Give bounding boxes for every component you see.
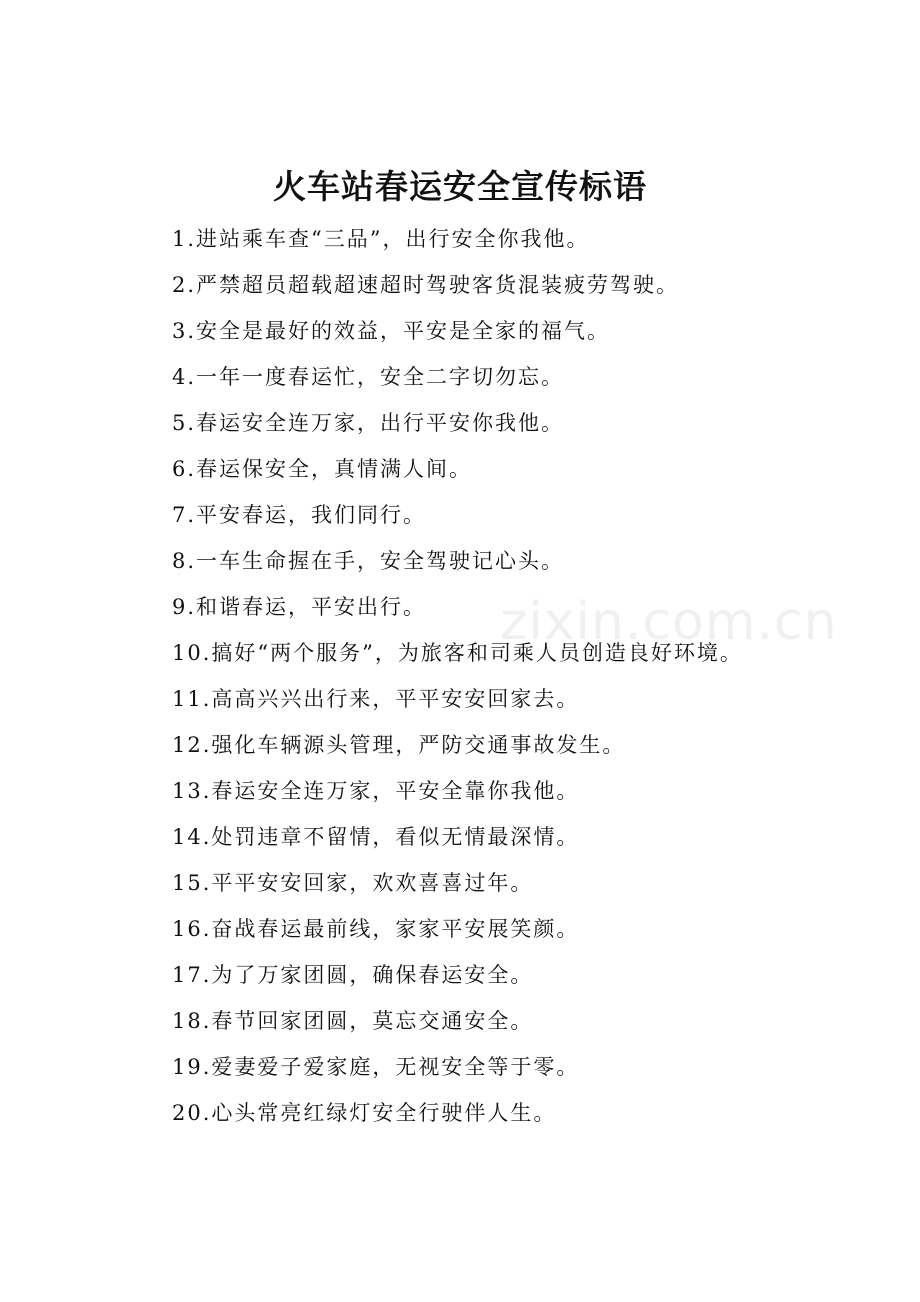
slogan-item: 8.一车生命握在手，安全驾驶记心头。 [172, 549, 565, 573]
slogan-list [172, 216, 743, 1136]
slogan-item: 9.和谐春运，平安出行。 [172, 595, 427, 619]
slogan-item: 18.春节回家团圆，莫忘交通安全。 [172, 1009, 534, 1033]
slogan-item: 11.高高兴兴出行来，平平安安回家去。 [172, 687, 580, 711]
slogan-item: 3.安全是最好的效益，平安是全家的福气。 [172, 319, 611, 343]
watermark: zixin.com.cn [500, 592, 838, 652]
document-title: 火车站春运安全宣传标语 [273, 167, 647, 206]
slogan-item: 17.为了万家团圆，确保春运安全。 [172, 963, 534, 987]
slogan-item: 16.奋战春运最前线，家家平安展笑颜。 [172, 917, 580, 941]
slogan-item: 6.春运保安全，真情满人间。 [172, 457, 473, 481]
slogan-item: 13.春运安全连万家，平安全靠你我他。 [172, 779, 580, 803]
slogan-item: 1.进站乘车查“三品”，出行安全你我他。 [172, 227, 590, 251]
slogan-item: 19.爱妻爱子爱家庭，无视安全等于零。 [172, 1055, 580, 1079]
slogan-item: 12.强化车辆源头管理，严防交通事故发生。 [172, 733, 626, 757]
slogan-item: 4.一年一度春运忙，安全二字切勿忘。 [172, 365, 565, 389]
slogan-item: 7.平安春运，我们同行。 [172, 503, 427, 527]
slogan-item: 10.搞好“两个服务”，为旅客和司乘人员创造良好环境。 [172, 641, 743, 665]
slogan-item: 5.春运安全连万家，出行平安你我他。 [172, 411, 565, 435]
slogan-item: 14.处罚违章不留情，看似无情最深情。 [172, 825, 580, 849]
slogan-item: 20.心头常亮红绿灯安全行驶伴人生。 [172, 1101, 557, 1125]
slogan-item: 15.平平安安回家，欢欢喜喜过年。 [172, 871, 534, 895]
slogan-item: 2.严禁超员超载超速超时驾驶客货混装疲劳驾驶。 [172, 273, 680, 297]
